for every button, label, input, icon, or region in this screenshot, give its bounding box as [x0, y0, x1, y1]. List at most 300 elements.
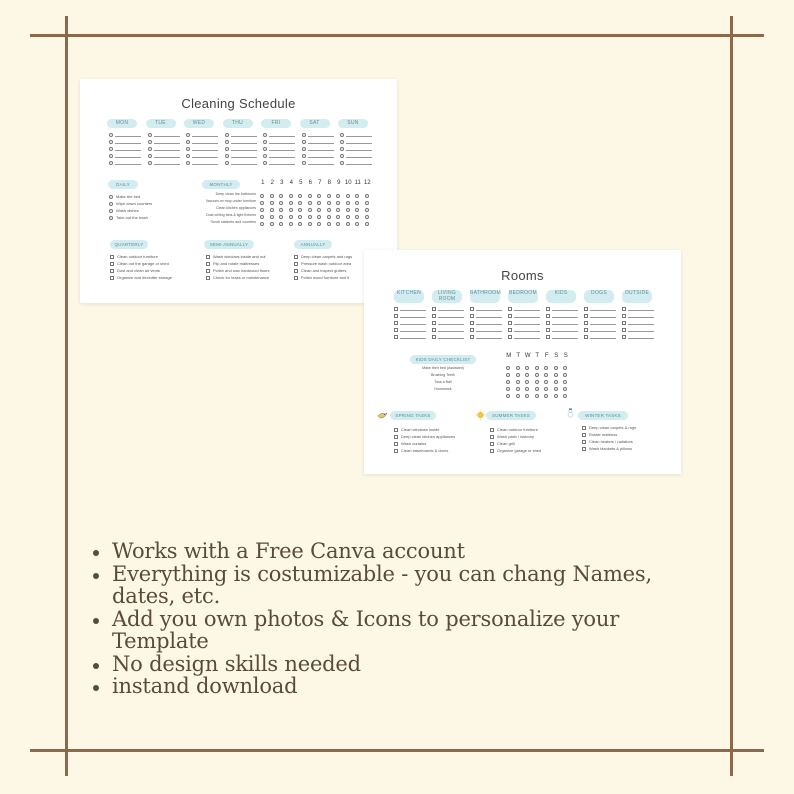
- circle-row: [506, 371, 573, 378]
- write-line: [628, 324, 654, 325]
- circle-checkbox[interactable]: [506, 387, 510, 391]
- circle-checkbox[interactable]: [355, 215, 359, 219]
- circle-checkbox[interactable]: [506, 366, 510, 370]
- task-text: Flip and rotate mattresses: [213, 261, 260, 266]
- header-number: 4: [289, 180, 293, 186]
- write-line: [590, 310, 616, 311]
- write-line: [154, 136, 180, 137]
- checkbox[interactable]: [394, 435, 398, 439]
- checkbox[interactable]: [186, 161, 190, 165]
- circle-checkbox[interactable]: [516, 380, 520, 384]
- write-line: [346, 164, 372, 165]
- circle-checkbox[interactable]: [270, 208, 274, 212]
- checkbox[interactable]: [109, 161, 113, 165]
- checkbox[interactable]: [546, 307, 550, 311]
- checkbox[interactable]: [490, 428, 494, 432]
- task-text: Deep clean carpets and rugs: [301, 254, 353, 259]
- checkbox[interactable]: [340, 154, 344, 158]
- checkbox[interactable]: [263, 154, 267, 158]
- column-header: SAT: [300, 119, 330, 128]
- monthly-task-text: Scrub cabinets and counters: [210, 220, 256, 224]
- circle-checkbox[interactable]: [535, 373, 539, 377]
- write-line: [346, 136, 372, 137]
- task-text: Polish wood furniture and fl: [301, 275, 350, 280]
- circle-checkbox[interactable]: [336, 215, 340, 219]
- circle-checkbox[interactable]: [270, 194, 274, 198]
- header-number: T: [516, 353, 521, 359]
- task-item: [394, 426, 455, 433]
- checkbox[interactable]: [148, 161, 152, 165]
- circle-checkbox[interactable]: [270, 215, 274, 219]
- write-line: [400, 324, 426, 325]
- circle-checkbox[interactable]: [535, 394, 539, 398]
- circle-checkbox[interactable]: [563, 380, 567, 384]
- checkbox[interactable]: [110, 255, 114, 259]
- circle-checkbox[interactable]: [336, 201, 340, 205]
- checkbox[interactable]: [263, 140, 267, 144]
- write-line: [346, 143, 372, 144]
- checkbox[interactable]: [302, 140, 306, 144]
- task-item: [490, 433, 541, 440]
- circle-checkbox[interactable]: [260, 222, 264, 226]
- circle-checkbox[interactable]: [563, 366, 567, 370]
- checkbox[interactable]: [432, 321, 436, 325]
- checkbox[interactable]: [432, 314, 436, 318]
- write-line: [115, 150, 141, 151]
- column-header: OUTSIDE: [622, 290, 652, 303]
- circle-checkbox[interactable]: [365, 208, 369, 212]
- circle-checkbox[interactable]: [355, 222, 359, 226]
- feature-item: Add you own photos & Icons to personalize your Template: [90, 608, 720, 653]
- task-text: Deep clean carpets & rugs: [589, 425, 637, 430]
- circle-checkbox[interactable]: [317, 201, 321, 205]
- task-text: Clean outdoor furniture: [497, 427, 538, 432]
- write-line: [269, 143, 295, 144]
- checkbox[interactable]: [508, 307, 512, 311]
- circle-checkbox[interactable]: [279, 201, 283, 205]
- checkbox[interactable]: [340, 140, 344, 144]
- checkbox[interactable]: [394, 335, 398, 339]
- checkbox[interactable]: [470, 335, 474, 339]
- circle-checkbox[interactable]: [327, 201, 331, 205]
- circle-checkbox[interactable]: [554, 366, 558, 370]
- feature-item: Works with a Free Canva account: [90, 540, 720, 563]
- month-numbers: [258, 180, 372, 186]
- circle-checkbox[interactable]: [563, 394, 567, 398]
- circle-checkbox[interactable]: [327, 208, 331, 212]
- checkbox[interactable]: [109, 202, 113, 206]
- checkbox[interactable]: [432, 307, 436, 311]
- circle-checkbox[interactable]: [516, 366, 520, 370]
- circle-checkbox[interactable]: [525, 366, 529, 370]
- checkbox[interactable]: [302, 154, 306, 158]
- circle-checkbox[interactable]: [525, 380, 529, 384]
- circle-checkbox[interactable]: [327, 222, 331, 226]
- write-line: [514, 317, 540, 318]
- kids-daily-label: KIDS DAILY CHECKLIST: [410, 355, 476, 364]
- circle-checkbox[interactable]: [563, 387, 567, 391]
- circle-checkbox[interactable]: [289, 222, 293, 226]
- write-line: [628, 338, 654, 339]
- write-line: [231, 143, 257, 144]
- checkbox[interactable]: [490, 435, 494, 439]
- checkbox[interactable]: [186, 147, 190, 151]
- task-text: Organize and declutter storage: [117, 275, 172, 280]
- checkbox[interactable]: [584, 321, 588, 325]
- spring-task-list: [394, 426, 455, 454]
- circle-checkbox[interactable]: [525, 394, 529, 398]
- checkbox[interactable]: [302, 133, 306, 137]
- checkbox[interactable]: [508, 328, 512, 332]
- checkbox[interactable]: [148, 147, 152, 151]
- checkbox[interactable]: [584, 328, 588, 332]
- checkbox[interactable]: [294, 255, 298, 259]
- checkbox[interactable]: [109, 209, 113, 213]
- checkbox[interactable]: [109, 216, 113, 220]
- circle-row: [260, 213, 374, 220]
- task-item: [294, 260, 352, 267]
- spring-tasks-label: SPRING TASKS: [390, 411, 436, 420]
- checkbox[interactable]: [148, 154, 152, 158]
- circle-checkbox[interactable]: [554, 394, 558, 398]
- circle-checkbox[interactable]: [327, 215, 331, 219]
- checkbox[interactable]: [206, 255, 210, 259]
- checkbox[interactable]: [394, 321, 398, 325]
- checkbox[interactable]: [546, 314, 550, 318]
- write-line: [192, 150, 218, 151]
- checkbox[interactable]: [109, 140, 113, 144]
- checkbox[interactable]: [109, 195, 113, 199]
- checkbox[interactable]: [584, 314, 588, 318]
- task-text: Clean out the garage or shed: [117, 261, 169, 266]
- task-item: [490, 426, 541, 433]
- task-text: Clean outdoor furniture: [117, 254, 158, 259]
- task-text: Wash curtains: [401, 441, 427, 446]
- circle-checkbox[interactable]: [279, 208, 283, 212]
- circle-checkbox[interactable]: [289, 201, 293, 205]
- circle-checkbox[interactable]: [260, 194, 264, 198]
- circle-checkbox[interactable]: [535, 380, 539, 384]
- checkbox[interactable]: [110, 262, 114, 266]
- circle-checkbox[interactable]: [554, 380, 558, 384]
- task-item: [206, 253, 269, 260]
- circle-checkbox[interactable]: [365, 215, 369, 219]
- checkbox[interactable]: [470, 328, 474, 332]
- write-line: [476, 338, 502, 339]
- header-number: S: [563, 353, 568, 359]
- write-line: [308, 150, 334, 151]
- monthly-task-text: Clean kitchen appliances: [216, 206, 256, 210]
- checkbox[interactable]: [394, 314, 398, 318]
- task-item: [109, 214, 152, 221]
- checkbox[interactable]: [302, 147, 306, 151]
- task-text: Wash patio / balcony: [497, 434, 534, 439]
- circle-checkbox[interactable]: [279, 222, 283, 226]
- circle-row: [506, 392, 573, 399]
- task-item: [490, 447, 541, 454]
- write-line: [590, 331, 616, 332]
- column-header: KIDS: [546, 290, 576, 303]
- checkbox[interactable]: [225, 133, 229, 137]
- write-line: [590, 324, 616, 325]
- task-text: Wipe down counters: [116, 201, 153, 206]
- circle-row: [260, 192, 374, 199]
- checkbox[interactable]: [263, 147, 267, 151]
- circle-checkbox[interactable]: [327, 194, 331, 198]
- circle-checkbox[interactable]: [308, 201, 312, 205]
- checkbox[interactable]: [582, 440, 586, 444]
- circle-checkbox[interactable]: [260, 215, 264, 219]
- circle-checkbox[interactable]: [365, 201, 369, 205]
- circle-checkbox[interactable]: [506, 394, 510, 398]
- write-line: [231, 150, 257, 151]
- write-line: [514, 338, 540, 339]
- write-line: [438, 317, 464, 318]
- circle-row: [260, 220, 374, 227]
- checkbox[interactable]: [148, 140, 152, 144]
- write-line: [438, 324, 464, 325]
- write-line: [400, 317, 426, 318]
- circle-checkbox[interactable]: [346, 222, 350, 226]
- circle-checkbox[interactable]: [308, 194, 312, 198]
- checkbox[interactable]: [582, 447, 586, 451]
- quarterly-task-list: [110, 253, 172, 281]
- checkbox[interactable]: [263, 161, 267, 165]
- circle-checkbox[interactable]: [289, 208, 293, 212]
- circle-checkbox[interactable]: [525, 387, 529, 391]
- circle-row: [506, 364, 573, 371]
- checkbox[interactable]: [225, 147, 229, 151]
- circle-checkbox[interactable]: [365, 222, 369, 226]
- write-line: [514, 324, 540, 325]
- circle-checkbox[interactable]: [563, 373, 567, 377]
- checkbox[interactable]: [582, 433, 586, 437]
- checkbox[interactable]: [225, 161, 229, 165]
- circle-checkbox[interactable]: [308, 208, 312, 212]
- circle-checkbox[interactable]: [289, 194, 293, 198]
- bird-icon: [377, 410, 388, 420]
- circle-checkbox[interactable]: [298, 201, 302, 205]
- checkbox[interactable]: [302, 161, 306, 165]
- circle-checkbox[interactable]: [308, 215, 312, 219]
- checkbox[interactable]: [508, 314, 512, 318]
- task-item: [582, 424, 636, 431]
- circle-checkbox[interactable]: [346, 201, 350, 205]
- header-number: T: [535, 353, 540, 359]
- circle-checkbox[interactable]: [308, 222, 312, 226]
- checkbox[interactable]: [109, 147, 113, 151]
- circle-checkbox[interactable]: [346, 208, 350, 212]
- checkbox[interactable]: [110, 276, 114, 280]
- circle-checkbox[interactable]: [298, 222, 302, 226]
- circle-checkbox[interactable]: [317, 222, 321, 226]
- task-item: [110, 274, 172, 281]
- task-text: Check for leaks or maintenance: [213, 275, 270, 280]
- task-text: Pressure wash outdoor area: [301, 261, 352, 266]
- write-line: [192, 136, 218, 137]
- checkbox[interactable]: [582, 426, 586, 430]
- checkbox[interactable]: [394, 428, 398, 432]
- circle-checkbox[interactable]: [355, 201, 359, 205]
- circle-checkbox[interactable]: [355, 208, 359, 212]
- checkbox[interactable]: [206, 276, 210, 280]
- checkbox[interactable]: [110, 269, 114, 273]
- header-number: 10: [344, 180, 352, 186]
- circle-checkbox[interactable]: [535, 387, 539, 391]
- checkbox[interactable]: [225, 154, 229, 158]
- write-line: [514, 310, 540, 311]
- circle-checkbox[interactable]: [298, 215, 302, 219]
- checkbox[interactable]: [622, 335, 626, 339]
- checkbox[interactable]: [109, 133, 113, 137]
- checkbox[interactable]: [432, 328, 436, 332]
- task-item: [582, 431, 636, 438]
- column-header: MON: [107, 119, 137, 128]
- circle-checkbox[interactable]: [516, 373, 520, 377]
- checkbox[interactable]: [206, 269, 210, 273]
- checkbox[interactable]: [394, 328, 398, 332]
- circle-checkbox[interactable]: [516, 394, 520, 398]
- checkbox[interactable]: [294, 276, 298, 280]
- circle-checkbox[interactable]: [317, 215, 321, 219]
- circle-row: [506, 378, 573, 385]
- checkbox[interactable]: [622, 307, 626, 311]
- circle-checkbox[interactable]: [554, 387, 558, 391]
- write-line: [400, 338, 426, 339]
- circle-checkbox[interactable]: [289, 215, 293, 219]
- frame-bottom-line: [30, 749, 764, 752]
- circle-checkbox[interactable]: [365, 194, 369, 198]
- circle-checkbox[interactable]: [535, 366, 539, 370]
- checkbox[interactable]: [546, 328, 550, 332]
- checkbox[interactable]: [622, 328, 626, 332]
- header-number: 7: [318, 180, 322, 186]
- checkbox[interactable]: [186, 133, 190, 137]
- checkbox[interactable]: [294, 262, 298, 266]
- checkbox[interactable]: [394, 307, 398, 311]
- circle-checkbox[interactable]: [317, 194, 321, 198]
- task-item: [582, 445, 636, 452]
- task-text: Clean windows inside: [401, 427, 440, 432]
- header-number: 5: [299, 180, 303, 186]
- circle-checkbox[interactable]: [270, 201, 274, 205]
- checkbox[interactable]: [622, 321, 626, 325]
- circle-checkbox[interactable]: [506, 380, 510, 384]
- circle-checkbox[interactable]: [260, 208, 264, 212]
- checkbox[interactable]: [584, 335, 588, 339]
- checkbox[interactable]: [394, 449, 398, 453]
- header-number: 6: [308, 180, 312, 186]
- checkbox[interactable]: [546, 335, 550, 339]
- circle-checkbox[interactable]: [279, 215, 283, 219]
- column-header: WED: [184, 119, 214, 128]
- rooms-sheet: [364, 250, 681, 474]
- circle-checkbox[interactable]: [355, 194, 359, 198]
- task-text: Take out the trash: [116, 215, 148, 220]
- write-line: [552, 310, 578, 311]
- checkbox[interactable]: [508, 321, 512, 325]
- circle-checkbox[interactable]: [317, 208, 321, 212]
- circle-checkbox[interactable]: [544, 366, 548, 370]
- circle-checkbox[interactable]: [336, 194, 340, 198]
- checkbox[interactable]: [470, 314, 474, 318]
- checkbox[interactable]: [584, 307, 588, 311]
- checkbox[interactable]: [470, 321, 474, 325]
- checkbox[interactable]: [340, 147, 344, 151]
- checkbox[interactable]: [206, 262, 210, 266]
- checkbox[interactable]: [394, 442, 398, 446]
- circle-checkbox[interactable]: [336, 208, 340, 212]
- task-item: [294, 267, 352, 274]
- circle-checkbox[interactable]: [544, 373, 548, 377]
- checkbox[interactable]: [490, 449, 494, 453]
- checkbox[interactable]: [622, 314, 626, 318]
- circle-checkbox[interactable]: [506, 373, 510, 377]
- checkbox[interactable]: [225, 140, 229, 144]
- circle-checkbox[interactable]: [298, 208, 302, 212]
- column-header: KITCHEN: [394, 290, 424, 303]
- write-line: [552, 338, 578, 339]
- circle-checkbox[interactable]: [336, 222, 340, 226]
- header-number: 1: [261, 180, 265, 186]
- checkbox[interactable]: [432, 335, 436, 339]
- task-text: Organize garage or shed: [497, 448, 542, 453]
- circle-checkbox[interactable]: [525, 373, 529, 377]
- write-line: [231, 164, 257, 165]
- circle-checkbox[interactable]: [554, 373, 558, 377]
- circle-checkbox[interactable]: [260, 201, 264, 205]
- circle-checkbox[interactable]: [544, 394, 548, 398]
- write-line: [269, 136, 295, 137]
- kids-task-text: Make their bed (Assistant): [422, 366, 464, 370]
- circle-checkbox[interactable]: [544, 387, 548, 391]
- write-line: [269, 150, 295, 151]
- checkbox[interactable]: [294, 269, 298, 273]
- checkbox[interactable]: [340, 133, 344, 137]
- circle-checkbox[interactable]: [346, 215, 350, 219]
- circle-checkbox[interactable]: [298, 194, 302, 198]
- circle-checkbox[interactable]: [346, 194, 350, 198]
- circle-checkbox[interactable]: [516, 387, 520, 391]
- circle-checkbox[interactable]: [270, 222, 274, 226]
- feature-item: No design skills needed: [90, 653, 720, 676]
- kids-task-text: Brushing Teeth: [431, 373, 455, 377]
- monthly-task-text: Vacuum on mop under furniture: [205, 199, 256, 203]
- checkbox[interactable]: [490, 442, 494, 446]
- checkbox[interactable]: [546, 321, 550, 325]
- write-line: [628, 317, 654, 318]
- write-line: [154, 143, 180, 144]
- write-line: [346, 157, 372, 158]
- checkbox[interactable]: [340, 161, 344, 165]
- checkbox[interactable]: [186, 140, 190, 144]
- write-line: [269, 157, 295, 158]
- write-line: [438, 338, 464, 339]
- circle-checkbox[interactable]: [279, 194, 283, 198]
- write-line: [308, 143, 334, 144]
- checkbox[interactable]: [508, 335, 512, 339]
- checkbox[interactable]: [470, 307, 474, 311]
- task-item: [294, 274, 352, 281]
- circle-checkbox[interactable]: [544, 380, 548, 384]
- write-line: [308, 157, 334, 158]
- checkbox[interactable]: [109, 154, 113, 158]
- checkbox[interactable]: [148, 133, 152, 137]
- checkbox[interactable]: [263, 133, 267, 137]
- write-line: [115, 164, 141, 165]
- checkbox[interactable]: [186, 154, 190, 158]
- frame-top-line: [30, 34, 764, 37]
